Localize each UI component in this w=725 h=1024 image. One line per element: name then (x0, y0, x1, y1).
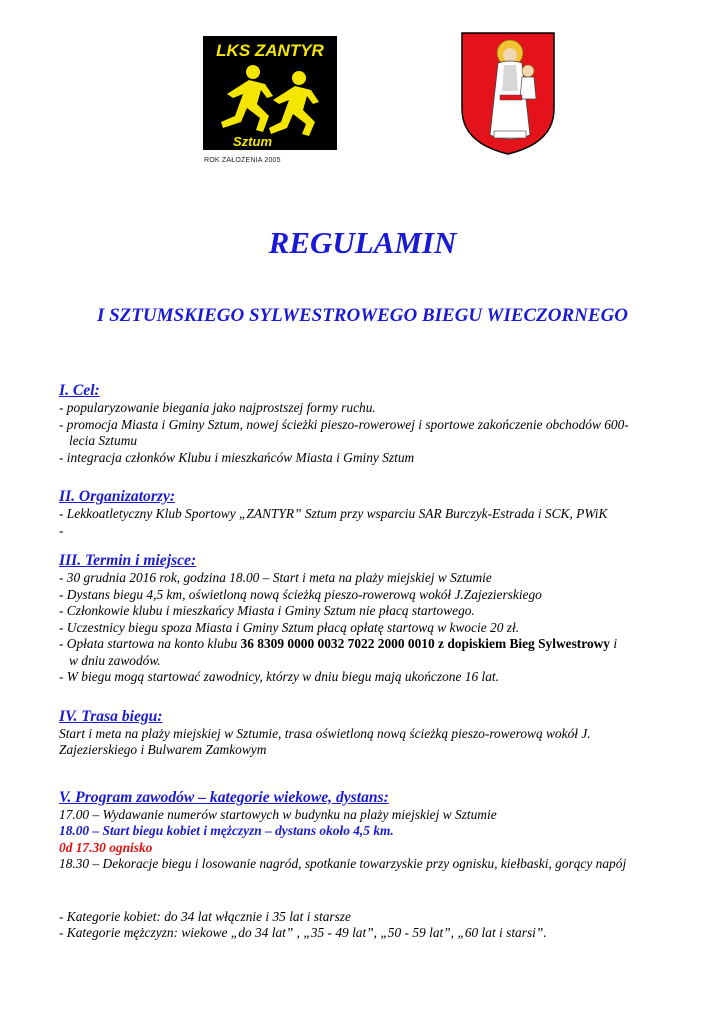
text-line: - Uczestnicy biegu spoza Miasta i Gminy Sztum płacą opłatę startową w kwocie 20 zł. (59, 619, 520, 635)
text-line: - Dystans biegu 4,5 km, oświetloną nową ścieżką pieszo-rowerową wokół J.Zajezierskiego (59, 586, 542, 602)
section-trasa (59, 708, 689, 759)
text-line: - promocja Miasta i Gminy Sztum, nowej ścieżki pieszo-rowerowej i sportowe zakończenie obchodów 600- (59, 416, 629, 432)
section-kategorie (59, 909, 689, 942)
document-title: REGULAMIN (268, 225, 457, 260)
text-line: lecia Sztumu (69, 433, 138, 448)
text-line: - Kategorie mężczyzn: wiekowe „do 34 lat” , „35 - 49 lat”, „50 - 59 lat”, „60 lat i starsi”. (59, 925, 547, 940)
text-line: w dniu zawodów. (69, 652, 161, 668)
logo-text-bottom: Sztum (233, 134, 272, 149)
text-line: - Członkowie klubu i mieszkańcy Miasta i Gminy Sztum nie płacą startowego. (59, 603, 475, 618)
section-heading: V. Program zawodów – kategorie wiekowe, dystans: (59, 788, 389, 806)
text-line: - Lekkoatletyczny Klub Sportowy „ZANTYR” Sztum przy wsparciu SAR Burczyk-Estrada i SCK, PWiK (59, 506, 608, 521)
text-line: 0d 17.30 ognisko (59, 839, 153, 855)
document-body (59, 382, 689, 942)
text-line: Start i meta na plaży miejskiej w Sztumie, trasa oświetloną nową ścieżką pieszo-rowerową wokół J. (59, 725, 591, 741)
section-termin (59, 552, 689, 686)
text-line: 18.30 – Dekoracje biegu i losowanie nagród, spotkanie towarzyskie przy ognisku, kiełbaski, gorący napój (59, 856, 627, 871)
section-heading: IV. Trasa biegu: (59, 707, 163, 725)
coat-of-arms (460, 31, 556, 156)
text-line (59, 636, 689, 653)
text-line: Zajezierskiego i Bulwarem Zamkowym (59, 742, 267, 757)
text-line: 17.00 – Wydawanie numerów startowych w budynku na plaży miejskiej w Sztumie (59, 806, 497, 822)
text-line: - W biegu mogą startować zawodnicy, którzy w dniu biegu mają ukończone 16 lat. (59, 669, 499, 684)
text-line: - (59, 522, 64, 538)
text-line: - Kategorie kobiet: do 34 lat włącznie i 35 lat i starsze (59, 908, 351, 924)
section-heading: I. Cel: (59, 382, 100, 399)
section-heading: II. Organizatorzy: (59, 488, 176, 505)
text-line: - integracja członków Klubu i mieszkańców Miasta i Gminy Sztum (59, 449, 415, 465)
section-heading: III. Termin i miejsce: (59, 552, 197, 569)
section-cel (59, 382, 689, 466)
text-line: 18.00 – Start biegu kobiet i mężczyzn – dystans około 4,5 km. (59, 823, 394, 838)
text-fragment: i (610, 636, 618, 651)
document-subtitle: I SZTUMSKIEGO SYLWESTROWEGO BIEGU WIECZORNEGO (96, 305, 629, 326)
logo-caption: ROK ZAŁOŻENIA 2005 (204, 157, 281, 164)
text-line: - 30 grudnia 2016 rok, godzina 18.00 – Start i meta na plaży miejskiej w Sztumie (59, 570, 492, 585)
section-organizatorzy (59, 488, 689, 539)
section-program (59, 789, 689, 873)
text-fragment: - Opłata startowa na konto klubu (59, 636, 241, 651)
logo-text-top: LKS ZANTYR (216, 41, 324, 60)
bank-account: 36 8309 0000 0032 7022 2000 0010 z dopiskiem Bieg Sylwestrowy (240, 636, 611, 651)
text-line: - popularyzowanie biegania jako najprostszej formy ruchu. (59, 400, 376, 415)
club-logo (203, 36, 337, 150)
